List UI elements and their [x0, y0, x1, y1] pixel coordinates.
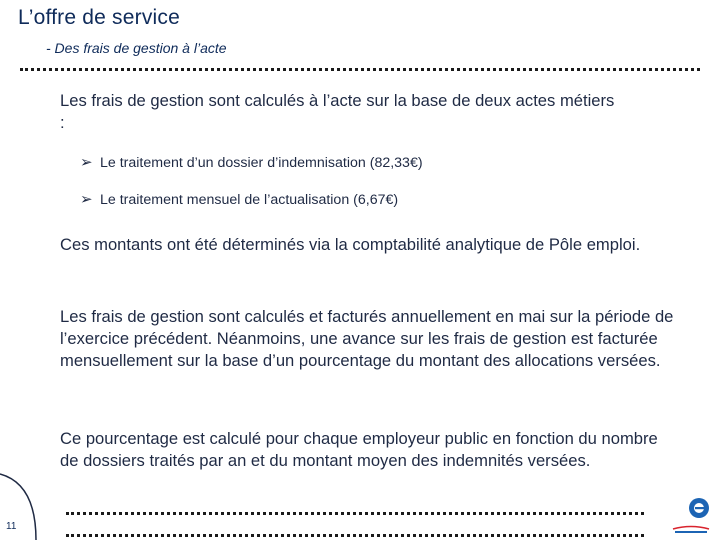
bullet-item-2 [80, 190, 398, 208]
bullet-text: Le traitement d’un dossier d’indemnisation (82,33€) [100, 155, 423, 171]
arrow-bullet-icon: ➢ [80, 154, 93, 171]
paragraph-percentage: Ce pourcentage est calculé pour chaque employeur public en fonction du nombre de dossiers traités par an et du montant moyen des indemnités versées. [60, 429, 658, 470]
paragraph-billing: Les frais de gestion sont calculés et facturés annuellement en mai sur la période de l’exercice précédent. Néanmoins, une avance sur les frais de gestion est facturée mensuellement sur la base d’un pourcentage du montant des allocations versées. [60, 307, 674, 370]
footer-divider-bottom [66, 534, 644, 537]
footer-divider-top [66, 512, 644, 515]
paragraph-intro: Les frais de gestion sont calculés à l’acte sur la base de deux actes métiers : [60, 91, 615, 132]
bullet-text: Le traitement mensuel de l’actualisation (6,67€) [100, 192, 399, 208]
arrow-bullet-icon: ➢ [80, 191, 93, 208]
paragraph-amounts: Ces montants ont été déterminés via la comptabilité analytique de Pôle emploi. [60, 235, 641, 254]
page-number: 11 [6, 521, 17, 532]
slide-title: L’offre de service [18, 6, 180, 29]
pole-emploi-logo [669, 496, 713, 536]
header-divider [20, 68, 700, 71]
slide-subtitle: - Des frais de gestion à l’acte [46, 40, 227, 56]
bullet-item-1 [80, 153, 423, 171]
